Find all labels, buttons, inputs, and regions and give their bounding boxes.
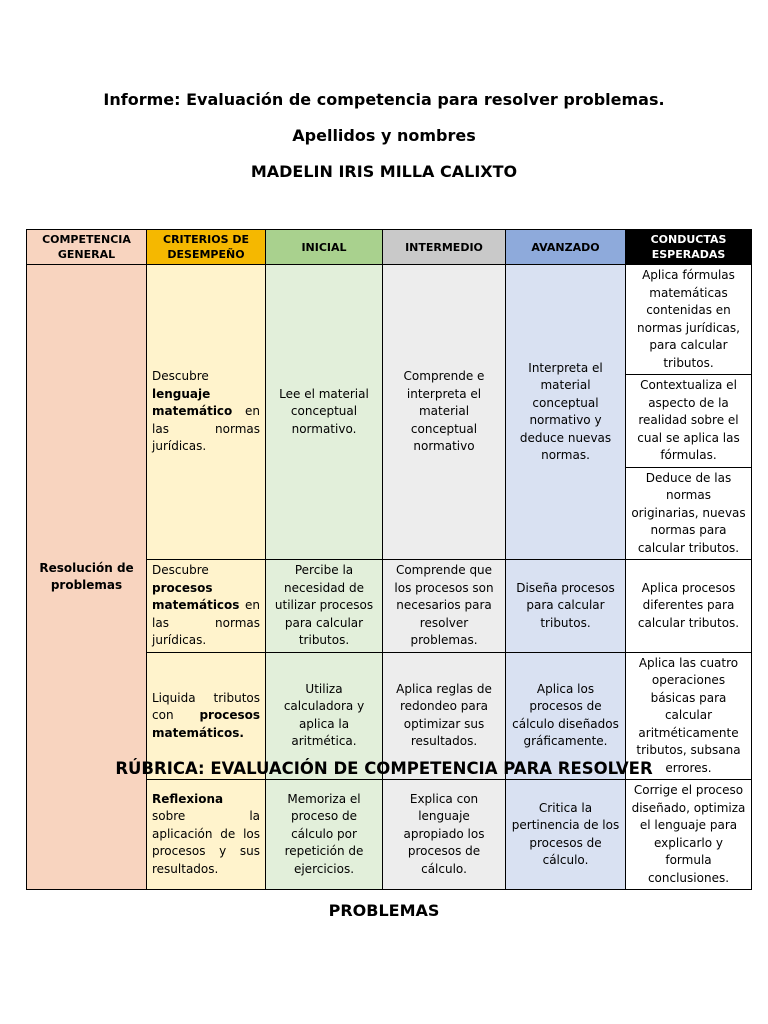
criterio-cell (147, 265, 266, 560)
criterio-bold: Reflexiona (152, 791, 224, 806)
names-label: Apellidos y nombres (292, 126, 476, 145)
intermedio-cell: Explica con lenguaje apropiado los procesos de cálculo. (383, 780, 506, 890)
avanzado-cell: Interpreta el material conceptual normativo y deduce nuevas normas. (506, 265, 626, 560)
criterio-bold: lenguaje matemático (152, 386, 233, 419)
rubric-table (26, 229, 752, 890)
criterio-bold: procesos matemáticos (152, 580, 240, 612)
intermedio-cell: Comprende que los procesos son necesarios para resolver problemas. (383, 560, 506, 653)
inicial-cell: Percibe la necesidad de utilizar procesos para calcular tributos. (266, 560, 383, 653)
inicial-cell: Lee el material conceptual normativo. (266, 265, 383, 560)
avanzado-cell: Diseña procesos para calcular tributos. (506, 560, 626, 653)
criterio-pre: Descubre (152, 563, 209, 577)
criterio-pre: Liquida tributos con (152, 690, 260, 722)
header-conductas: CONDUCTAS ESPERADAS (626, 230, 752, 265)
header-avanzado: AVANZADO (506, 230, 626, 265)
header-competencia: COMPETENCIA GENERAL (27, 230, 147, 265)
inicial-cell: Utiliza calculadora y aplica la aritmética. (266, 652, 383, 780)
student-name: MADELIN IRIS MILLA CALIXTO (250, 162, 518, 181)
competencia-general-cell: Resolución de problemas (27, 265, 147, 890)
rubric-caption: RÚBRICA: EVALUACIÓN DE COMPETENCIA PARA RESOLVER (115, 759, 653, 778)
criterio-cell (147, 780, 266, 890)
conducta-cell: Corrige el proceso diseñado, optimiza el lenguaje para explicarlo y formula conclusiones. (626, 780, 752, 890)
table-row (27, 265, 752, 375)
intermedio-cell: Comprende e interpreta el material conceptual normativo (383, 265, 506, 560)
conducta-cell: Contextualiza el aspecto de la realidad sobre el cual se aplica las fórmulas. (626, 375, 752, 468)
intermedio-cell: Aplica reglas de redondeo para optimizar sus resultados. (383, 652, 506, 780)
header-criterios: CRITERIOS DE DESEMPEÑO (147, 230, 266, 265)
conducta-cell: Deduce de las normas originarias, nuevas normas para calcular tributos. (626, 467, 752, 560)
criterio-post: en las normas jurídicas. (152, 598, 260, 647)
avanzado-cell: Critica la pertinencia de los procesos de cálculo. (506, 780, 626, 890)
criterio-post: en las normas jurídicas. (152, 404, 260, 454)
report-title: Informe: Evaluación de competencia para resolver problemas. (103, 90, 665, 109)
criterio-cell (147, 560, 266, 653)
criterio-pre: Descubre (152, 369, 209, 384)
avanzado-cell: Aplica los procesos de cálculo diseñados gráficamente. (506, 652, 626, 780)
inicial-cell: Memoriza el proceso de cálculo por repetición de ejercicios. (266, 780, 383, 890)
conducta-cell: Aplica las cuatro operaciones básicas para calcular aritméticamente tributos, subsana errores. (626, 652, 752, 780)
header-intermedio: INTERMEDIO (383, 230, 506, 265)
rubric-header-row (27, 230, 752, 265)
criterio-post: sobre la aplicación de los procesos y sus resultados. (152, 809, 260, 876)
conducta-cell: Aplica fórmulas matemáticas contenidas en normas jurídicas, para calcular tributos. (626, 265, 752, 375)
header-inicial: INICIAL (266, 230, 383, 265)
conducta-cell: Aplica procesos diferentes para calcular tributos. (626, 560, 752, 653)
criterio-bold: procesos matemáticos. (152, 708, 260, 740)
rubric-caption-continued: PROBLEMAS (328, 901, 440, 920)
